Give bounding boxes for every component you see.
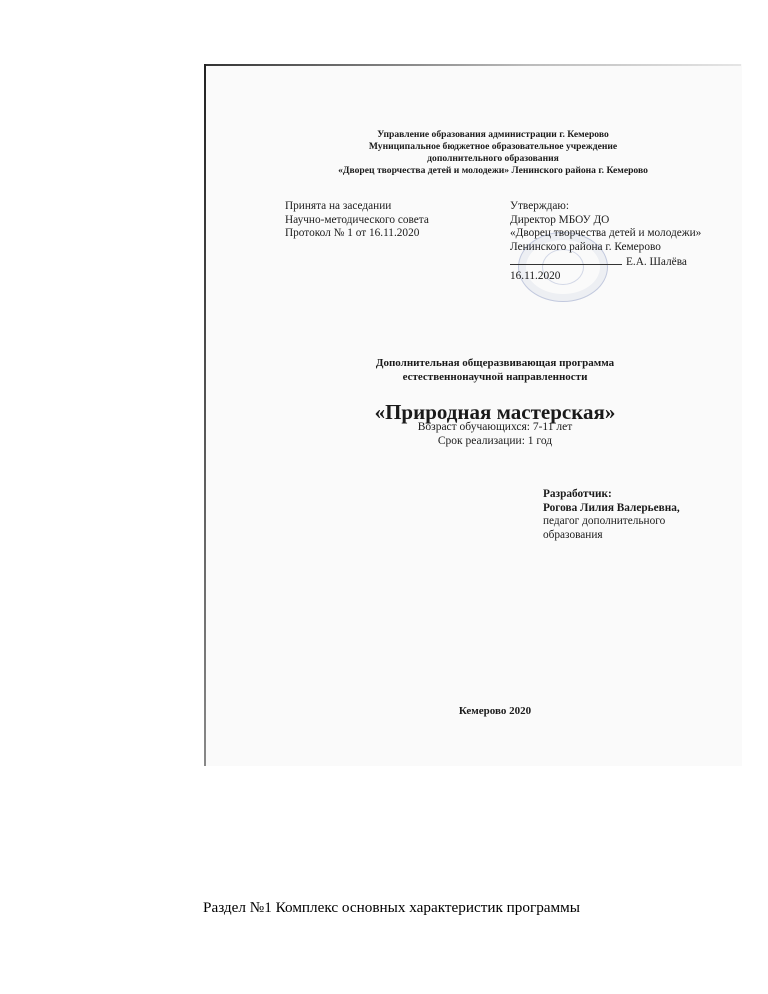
developer-role: педагог дополнительного [543,515,666,527]
scan-top-edge [205,64,741,66]
approved-block [510,200,701,283]
accepted-line: Принята на заседании [285,200,392,212]
approved-line: «Дворец творчества детей и молодежи» [510,227,702,239]
signature-line [510,254,622,265]
accepted-block [285,200,429,241]
student-age: Возраст обучающихся: 7-11 лет [417,421,573,433]
header-line: Управление образования администрации г. Кемерово [377,129,609,140]
program-title: «Природная мастерская» [374,400,616,424]
city-year: Кемерово 2020 [458,705,532,717]
header-line: Муниципальное бюджетное образовательное учреждение [368,141,618,152]
approved-line: Утверждаю: [510,200,570,212]
signatory-name: Е.А. Шалёва [626,256,687,268]
program-meta [300,421,690,448]
developer-name: Рогова Лилия Валерьевна, [543,501,680,514]
approval-date: 16.11.2020 [510,269,561,282]
accepted-line: Научно-методического совета [285,213,429,226]
header-line: дополнительного образования [427,153,559,164]
developer-block [543,488,680,542]
program-type-line: естественнонаучной направленности [402,370,588,383]
developer-label: Разработчик: [543,488,612,500]
accepted-line: Протокол № 1 от 16.11.2020 [285,227,420,239]
header-line: «Дворец творчества детей и молодежи» Ленинского района г. Кемерово [338,165,648,176]
program-type-line: Дополнительная общеразвивающая программа [375,357,615,369]
section-heading: Раздел №1 Комплекс основных характеристик программы [203,899,580,916]
program-type [300,357,690,384]
implementation-term: Срок реализации: 1 год [437,434,553,447]
approved-line: Директор МБОУ ДО [510,213,610,226]
organization-header [258,129,728,177]
approved-line: Ленинского района г. Кемерово [510,240,661,253]
signature-row [510,254,701,270]
scan-left-edge [204,64,206,766]
developer-role: образования [543,528,603,541]
